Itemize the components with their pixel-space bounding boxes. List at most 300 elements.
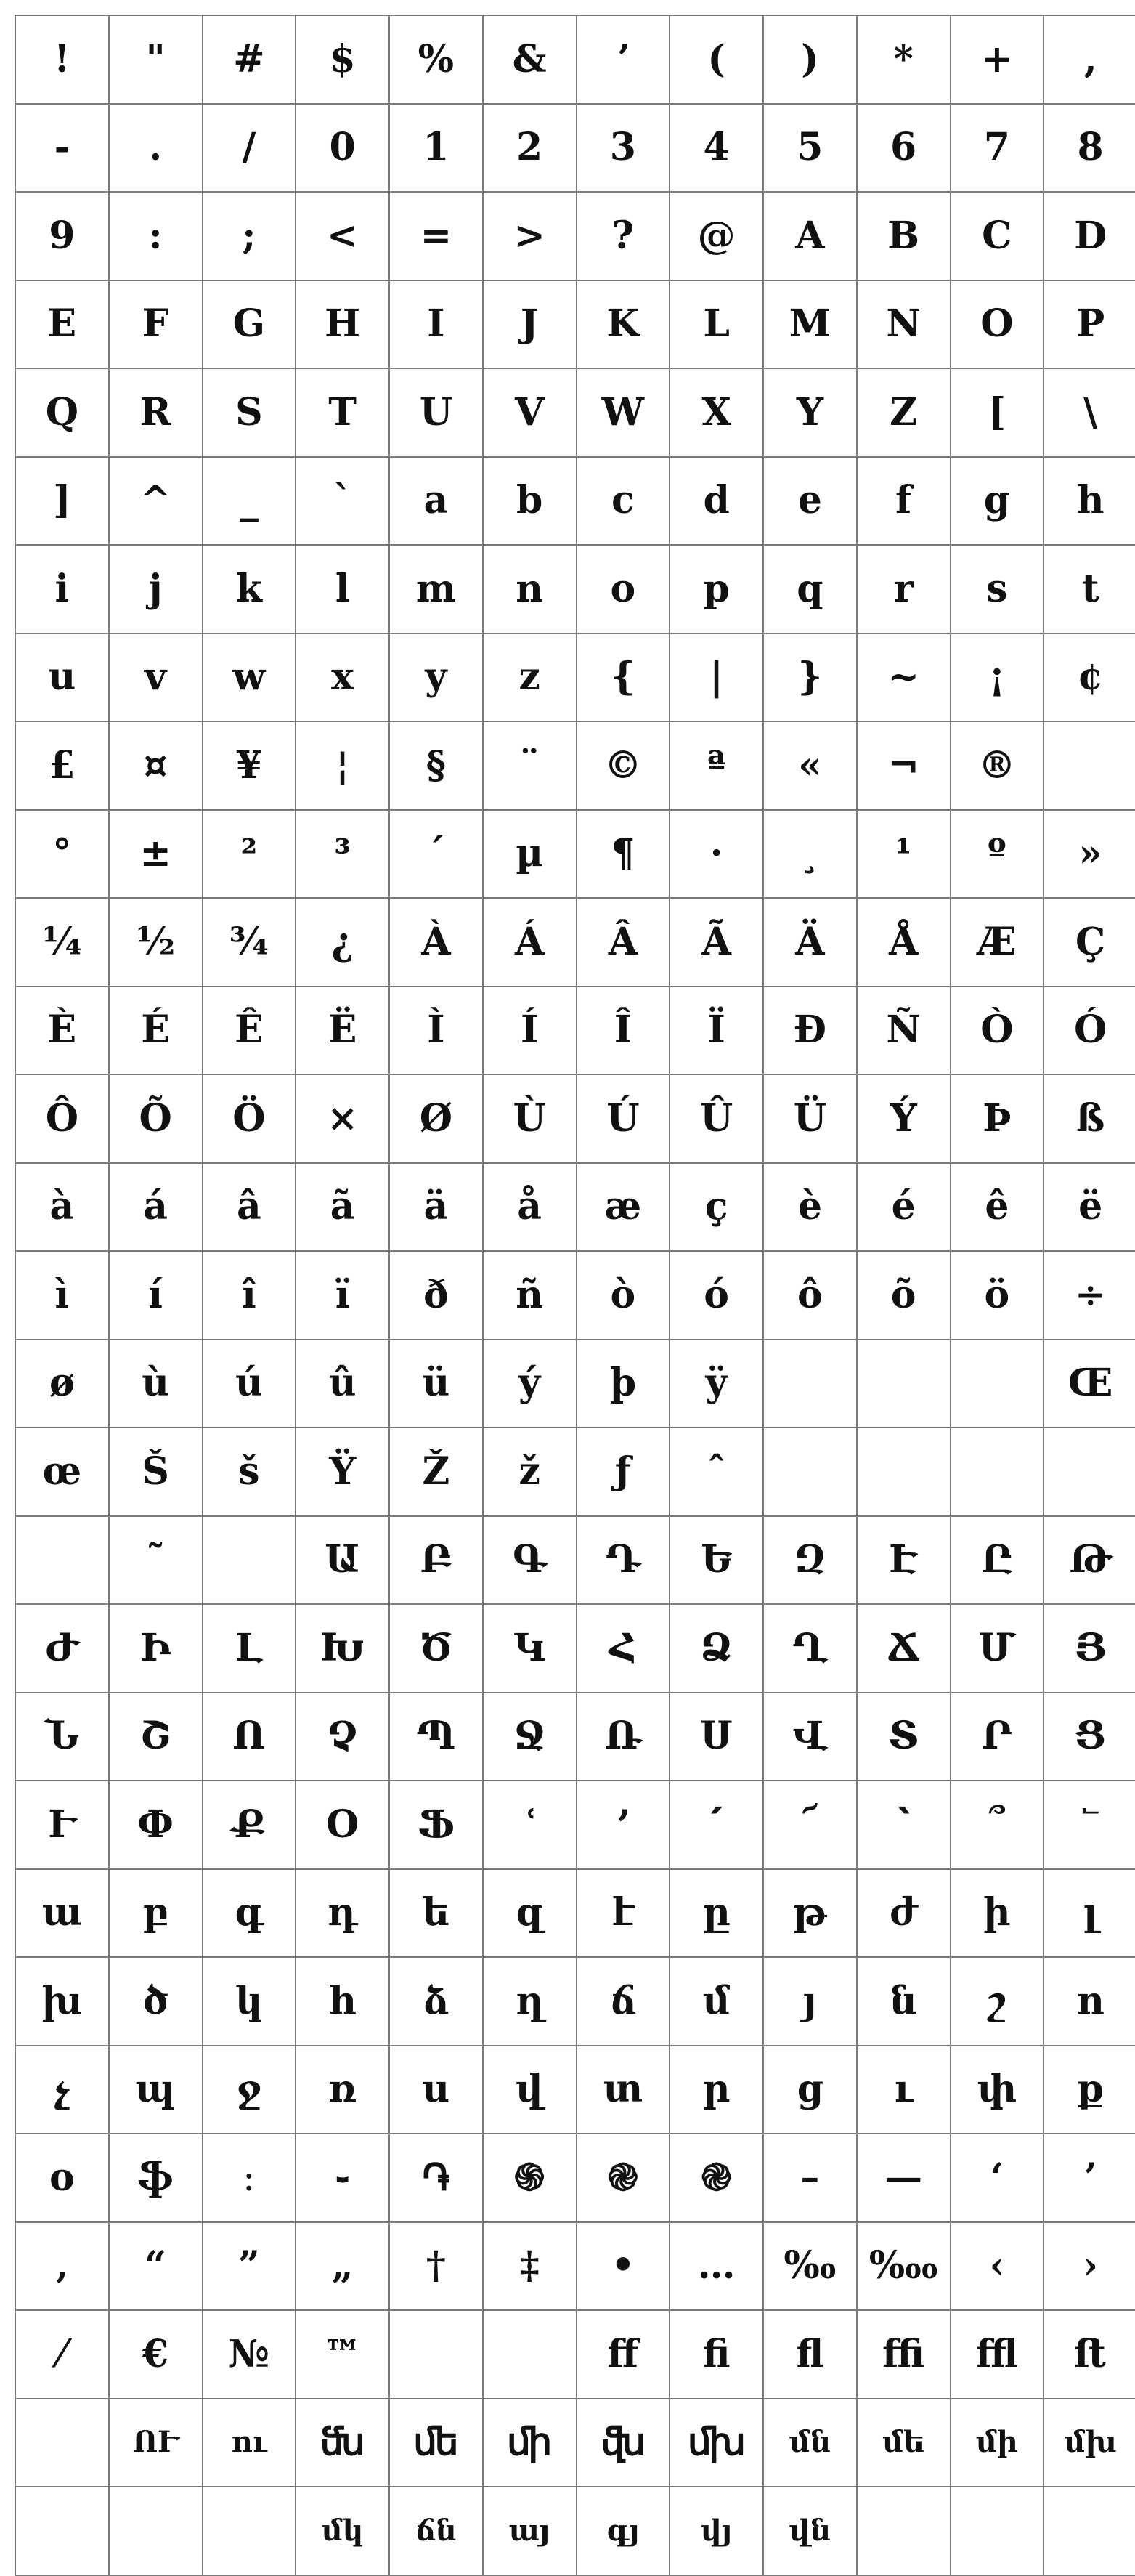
glyph-cell: ¿ [296, 898, 389, 987]
glyph-cell: ƒ [577, 1427, 670, 1516]
glyph-cell: 0 [296, 104, 389, 193]
glyph-cell: ֎ [670, 2134, 763, 2222]
glyph-cell: Ï [670, 987, 763, 1075]
glyph-row [15, 2134, 1135, 2222]
glyph-cell: Օ [296, 1781, 389, 1869]
glyph-cell: o [577, 545, 670, 633]
glyph-cell: : [109, 192, 203, 280]
glyph-cell: տ [577, 2046, 670, 2134]
glyph-cell: Ժ [15, 1604, 109, 1693]
glyph-cell: - [15, 104, 109, 193]
glyph-cell: 1 [389, 104, 483, 193]
glyph-cell: Խ [296, 1604, 389, 1693]
glyph-row [15, 1427, 1135, 1516]
glyph-cell: Ե [670, 1516, 763, 1605]
glyph-cell: վյ [670, 2487, 763, 2575]
glyph-cell: ~ [857, 633, 951, 722]
glyph-cell: ˆ [670, 1427, 763, 1516]
glyph-cell: z [483, 633, 577, 722]
glyph-cell: ® [951, 721, 1044, 810]
glyph-cell: ´ [389, 810, 483, 899]
glyph-cell: ‚ [15, 2222, 109, 2311]
glyph-cell: Å [857, 898, 951, 987]
glyph-cell: Ì [389, 987, 483, 1075]
glyph-cell: > [483, 192, 577, 280]
glyph-cell: K [577, 280, 670, 369]
glyph-cell: ⁄ [15, 2310, 109, 2399]
glyph-cell: ։ [203, 2134, 296, 2222]
glyph-cell: × [296, 1074, 389, 1163]
glyph-cell: í [109, 1251, 203, 1340]
glyph-cell: Ջ [483, 1693, 577, 1781]
glyph-cell: ) [763, 15, 857, 104]
glyph-cell: | [670, 633, 763, 722]
glyph-cell: è [763, 1163, 857, 1252]
glyph-cell: Í [483, 987, 577, 1075]
glyph-cell: պ [109, 2046, 203, 2134]
glyph-cell: Հ [577, 1604, 670, 1693]
glyph-cell: » [1044, 810, 1135, 899]
glyph-cell: ì [15, 1251, 109, 1340]
glyph-cell [389, 2310, 483, 2399]
glyph-cell: ﬗ [670, 2399, 763, 2487]
glyph-cell: ֍ [483, 2134, 577, 2222]
glyph-cell: ÷ [1044, 1251, 1135, 1340]
glyph-cell: < [296, 192, 389, 280]
glyph-cell [857, 2487, 951, 2575]
glyph-cell: Թ [1044, 1516, 1135, 1605]
glyph-cell: } [763, 633, 857, 722]
glyph-cell: ² [203, 810, 296, 899]
glyph-row [15, 810, 1135, 899]
glyph-cell: ; [203, 192, 296, 280]
glyph-cell: › [1044, 2222, 1135, 2311]
glyph-cell: d [670, 457, 763, 546]
glyph-cell: „ [296, 2222, 389, 2311]
glyph-cell: Կ [483, 1604, 577, 1693]
glyph-cell: ñ [483, 1251, 577, 1340]
glyph-cell: Ž [389, 1427, 483, 1516]
glyph-cell: № [203, 2310, 296, 2399]
glyph-cell: Ù [483, 1074, 577, 1163]
glyph-cell: ու [203, 2399, 296, 2487]
glyph-cell: վն [763, 2487, 857, 2575]
glyph-cell: ½ [109, 898, 203, 987]
glyph-cell: § [389, 721, 483, 810]
glyph-cell: t [1044, 545, 1135, 633]
glyph-cell: ± [109, 810, 203, 899]
glyph-row [15, 192, 1135, 280]
glyph-cell: խ [15, 1957, 109, 2046]
glyph-cell: Լ [203, 1604, 296, 1693]
glyph-cell: j [109, 545, 203, 633]
glyph-cell: = [389, 192, 483, 280]
glyph-cell: ﬂ [763, 2310, 857, 2399]
glyph-row [15, 368, 1135, 457]
glyph-row [15, 104, 1135, 193]
glyph-cell: Ֆ [389, 1781, 483, 1869]
glyph-cell: É [109, 987, 203, 1075]
glyph-cell: ? [577, 192, 670, 280]
glyph-cell: ﬄ [951, 2310, 1044, 2399]
glyph-cell: € [109, 2310, 203, 2399]
glyph-row [15, 1163, 1135, 1252]
glyph-cell: ռ [296, 2046, 389, 2134]
glyph-cell: a [389, 457, 483, 546]
glyph-cell: Q [15, 368, 109, 457]
glyph-cell: ‡ [483, 2222, 577, 2311]
glyph-cell: ՜ [763, 1781, 857, 1869]
glyph-cell [951, 1340, 1044, 1428]
glyph-cell [1044, 1427, 1135, 1516]
glyph-cell: 7 [951, 104, 1044, 193]
glyph-cell: ê [951, 1163, 1044, 1252]
glyph-cell: · [670, 810, 763, 899]
glyph-cell: Ը [951, 1516, 1044, 1605]
glyph-cell: ! [15, 15, 109, 104]
glyph-cell: ï [296, 1251, 389, 1340]
glyph-cell: Õ [109, 1074, 203, 1163]
glyph-cell: Ü [763, 1074, 857, 1163]
glyph-cell: Է [857, 1516, 951, 1605]
glyph-cell [857, 1427, 951, 1516]
glyph-cell [15, 2399, 109, 2487]
glyph-cell: @ [670, 192, 763, 280]
glyph-cell: 4 [670, 104, 763, 193]
glyph-cell: ՙ [483, 1781, 577, 1869]
glyph-row [15, 1693, 1135, 1781]
glyph-cell: # [203, 15, 296, 104]
glyph-cell: ¬ [857, 721, 951, 810]
glyph-cell: մն [763, 2399, 857, 2487]
glyph-cell: Ն [15, 1693, 109, 1781]
glyph-cell [1044, 2487, 1135, 2575]
glyph-cell: + [951, 15, 1044, 104]
glyph-cell: Ó [1044, 987, 1135, 1075]
glyph-cell: Յ [1044, 1604, 1135, 1693]
glyph-cell: ç [670, 1163, 763, 1252]
glyph-cell: ¤ [109, 721, 203, 810]
glyph-cell: ¶ [577, 810, 670, 899]
glyph-cell: \ [1044, 368, 1135, 457]
glyph-cell: { [577, 633, 670, 722]
glyph-cell: ﬕ [483, 2399, 577, 2487]
glyph-cell: q [763, 545, 857, 633]
glyph-cell: © [577, 721, 670, 810]
glyph-cell: Ճ [857, 1604, 951, 1693]
glyph-cell: / [203, 104, 296, 193]
glyph-cell: ” [203, 2222, 296, 2311]
glyph-cell: վ [483, 2046, 577, 2134]
glyph-cell: I [389, 280, 483, 369]
glyph-cell: _ [203, 457, 296, 546]
glyph-cell: ý [483, 1340, 577, 1428]
glyph-cell: ժ [857, 1869, 951, 1958]
glyph-cell [15, 1516, 109, 1605]
glyph-cell: g [951, 457, 1044, 546]
glyph-cell: ձ [389, 1957, 483, 2046]
glyph-cell: ð [389, 1251, 483, 1340]
glyph-cell: Մ [951, 1604, 1044, 1693]
glyph-cell: Դ [577, 1516, 670, 1605]
glyph-cell: Գ [483, 1516, 577, 1605]
glyph-grid [15, 15, 1135, 2576]
glyph-cell: ՛ [670, 1781, 763, 1869]
glyph-cell: ª [670, 721, 763, 810]
glyph-cell: W [577, 368, 670, 457]
glyph-cell: գ [203, 1869, 296, 1958]
glyph-cell: w [203, 633, 296, 722]
glyph-cell: Ÿ [296, 1427, 389, 1516]
glyph-row [15, 1781, 1135, 1869]
glyph-cell: L [670, 280, 763, 369]
glyph-cell: ծ [109, 1957, 203, 2046]
glyph-cell: m [389, 545, 483, 633]
glyph-cell: ՝ [857, 1781, 951, 1869]
glyph-cell: ú [203, 1340, 296, 1428]
glyph-cell: B [857, 192, 951, 280]
glyph-cell: ¨ [483, 721, 577, 810]
glyph-cell: æ [577, 1163, 670, 1252]
glyph-row [15, 1340, 1135, 1428]
glyph-cell: շ [951, 1957, 1044, 2046]
glyph-row [15, 2399, 1135, 2487]
glyph-cell: & [483, 15, 577, 104]
glyph-row [15, 1074, 1135, 1163]
glyph-cell: Ի [109, 1604, 203, 1693]
glyph-cell: Փ [109, 1781, 203, 1869]
glyph-cell: F [109, 280, 203, 369]
glyph-cell: ë [1044, 1163, 1135, 1252]
glyph-row [15, 633, 1135, 722]
glyph-cell: Ø [389, 1074, 483, 1163]
glyph-cell: ՚ [577, 1781, 670, 1869]
glyph-cell: u [15, 633, 109, 722]
glyph-cell: ն [857, 1957, 951, 2046]
glyph-cell: Þ [951, 1074, 1044, 1163]
glyph-cell: S [203, 368, 296, 457]
glyph-row [15, 898, 1135, 987]
glyph-cell: * [857, 15, 951, 104]
glyph-cell: D [1044, 192, 1135, 280]
glyph-cell: հ [296, 1957, 389, 2046]
glyph-cell: ü [389, 1340, 483, 1428]
glyph-cell: ß [1044, 1074, 1135, 1163]
glyph-cell: ՞ [951, 1781, 1044, 1869]
glyph-row [15, 721, 1135, 810]
glyph-cell: ’ [1044, 2134, 1135, 2222]
glyph-cell: à [15, 1163, 109, 1252]
glyph-cell: é [857, 1163, 951, 1252]
glyph-cell [109, 2487, 203, 2575]
glyph-cell: Ո [203, 1693, 296, 1781]
glyph-cell: ʼ [577, 15, 670, 104]
glyph-cell: ¢ [1044, 633, 1135, 722]
glyph-cell: P [1044, 280, 1135, 369]
glyph-cell: 3 [577, 104, 670, 193]
glyph-cell: ¡ [951, 633, 1044, 722]
glyph-cell: A [763, 192, 857, 280]
glyph-row [15, 545, 1135, 633]
glyph-cell: Ë [296, 987, 389, 1075]
glyph-cell: ] [15, 457, 109, 546]
glyph-cell: Ý [857, 1074, 951, 1163]
glyph-cell: 8 [1044, 104, 1135, 193]
glyph-cell: ը [670, 1869, 763, 1958]
glyph-row [15, 987, 1135, 1075]
glyph-cell: p [670, 545, 763, 633]
glyph-cell: ( [670, 15, 763, 104]
glyph-cell: ի [951, 1869, 1044, 1958]
glyph-cell: Ձ [670, 1604, 763, 1693]
glyph-cell: չ [15, 2046, 109, 2134]
glyph-cell: å [483, 1163, 577, 1252]
glyph-cell: ã [296, 1163, 389, 1252]
glyph-cell: օ [15, 2134, 109, 2222]
glyph-cell: Ç [1044, 898, 1135, 987]
glyph-cell: փ [951, 2046, 1044, 2134]
glyph-cell: ճն [389, 2487, 483, 2575]
glyph-cell: 9 [15, 192, 109, 280]
glyph-cell: l [296, 545, 389, 633]
glyph-cell: 2 [483, 104, 577, 193]
glyph-cell: ղ [483, 1957, 577, 2046]
glyph-cell: Ô [15, 1074, 109, 1163]
glyph-cell: ֆ [109, 2134, 203, 2222]
glyph-cell: ե [389, 1869, 483, 1958]
glyph-cell: ä [389, 1163, 483, 1252]
glyph-cell: ﬅ [1044, 2310, 1135, 2399]
glyph-cell: ` [296, 457, 389, 546]
glyph-cell: $ [296, 15, 389, 104]
glyph-row [15, 1869, 1135, 1958]
glyph-cell [203, 1516, 296, 1605]
glyph-cell: Ñ [857, 987, 951, 1075]
glyph-cell: 5 [763, 104, 857, 193]
glyph-cell: Ր [951, 1693, 1044, 1781]
glyph-cell: թ [763, 1869, 857, 1958]
glyph-cell: Â [577, 898, 670, 987]
glyph-cell [951, 1427, 1044, 1516]
glyph-cell: ՈՒ [109, 2399, 203, 2487]
glyph-cell: ա [15, 1869, 109, 1958]
glyph-cell: ﬓ [296, 2399, 389, 2487]
glyph-cell: . [109, 104, 203, 193]
glyph-cell: ‹ [951, 2222, 1044, 2311]
glyph-cell: բ [109, 1869, 203, 1958]
glyph-cell: N [857, 280, 951, 369]
glyph-cell: ‱ [857, 2222, 951, 2311]
glyph-cell: V [483, 368, 577, 457]
glyph-row [15, 2487, 1135, 2575]
glyph-cell: š [203, 1427, 296, 1516]
glyph-cell: ֏ [389, 2134, 483, 2222]
glyph-cell: h [1044, 457, 1135, 546]
glyph-cell: C [951, 192, 1044, 280]
glyph-row [15, 2310, 1135, 2399]
glyph-cell: Y [763, 368, 857, 457]
glyph-cell: “ [109, 2222, 203, 2311]
glyph-cell [763, 1340, 857, 1428]
glyph-cell: ֎ [577, 2134, 670, 2222]
glyph-cell: ˜ [109, 1516, 203, 1605]
glyph-cell: v [109, 633, 203, 722]
glyph-cell: b [483, 457, 577, 546]
glyph-cell: k [203, 545, 296, 633]
glyph-cell: գյ [577, 2487, 670, 2575]
glyph-cell: Զ [763, 1516, 857, 1605]
glyph-cell: c [577, 457, 670, 546]
glyph-cell: U [389, 368, 483, 457]
glyph-row [15, 15, 1135, 104]
glyph-cell: Ծ [389, 1604, 483, 1693]
glyph-cell: R [109, 368, 203, 457]
glyph-row [15, 457, 1135, 546]
glyph-cell: Տ [857, 1693, 951, 1781]
glyph-cell: G [203, 280, 296, 369]
glyph-cell: À [389, 898, 483, 987]
glyph-cell: ^ [109, 457, 203, 546]
glyph-cell: « [763, 721, 857, 810]
glyph-cell: œ [15, 1427, 109, 1516]
glyph-cell: ﬁ [670, 2310, 763, 2399]
glyph-cell: ù [109, 1340, 203, 1428]
glyph-cell: ø [15, 1340, 109, 1428]
glyph-cell: Á [483, 898, 577, 987]
glyph-row [15, 2222, 1135, 2311]
glyph-cell: † [389, 2222, 483, 2311]
glyph-cell: յ [763, 1957, 857, 2046]
glyph-cell: մխ [1044, 2399, 1135, 2487]
glyph-cell: Æ [951, 898, 1044, 987]
glyph-cell: Ւ [15, 1781, 109, 1869]
glyph-cell: դ [296, 1869, 389, 1958]
glyph-cell: այ [483, 2487, 577, 2575]
glyph-cell [951, 2487, 1044, 2575]
glyph-cell: È [15, 987, 109, 1075]
glyph-cell: ¼ [15, 898, 109, 987]
glyph-cell: Ս [670, 1693, 763, 1781]
glyph-cell: Š [109, 1427, 203, 1516]
glyph-cell: ó [670, 1251, 763, 1340]
glyph-cell: Ա [296, 1516, 389, 1605]
glyph-cell: H [296, 280, 389, 369]
glyph-cell: E [15, 280, 109, 369]
glyph-cell: Ú [577, 1074, 670, 1163]
glyph-cell: ճ [577, 1957, 670, 2046]
glyph-cell: ö [951, 1251, 1044, 1340]
glyph-cell: ° [15, 810, 109, 899]
glyph-cell: Ք [203, 1781, 296, 1869]
glyph-cell: Ê [203, 987, 296, 1075]
glyph-row [15, 1957, 1135, 2046]
glyph-cell: Z [857, 368, 951, 457]
glyph-cell: — [857, 2134, 951, 2222]
glyph-cell: ք [1044, 2046, 1135, 2134]
glyph-cell: մի [951, 2399, 1044, 2487]
glyph-cell: e [763, 457, 857, 546]
glyph-cell: ¾ [203, 898, 296, 987]
glyph-cell: M [763, 280, 857, 369]
glyph-cell: ﬃ [857, 2310, 951, 2399]
glyph-cell: է [577, 1869, 670, 1958]
glyph-cell: ™ [296, 2310, 389, 2399]
glyph-cell: n [483, 545, 577, 633]
glyph-cell: ¹ [857, 810, 951, 899]
glyph-cell: £ [15, 721, 109, 810]
glyph-cell: ÿ [670, 1340, 763, 1428]
glyph-cell: î [203, 1251, 296, 1340]
